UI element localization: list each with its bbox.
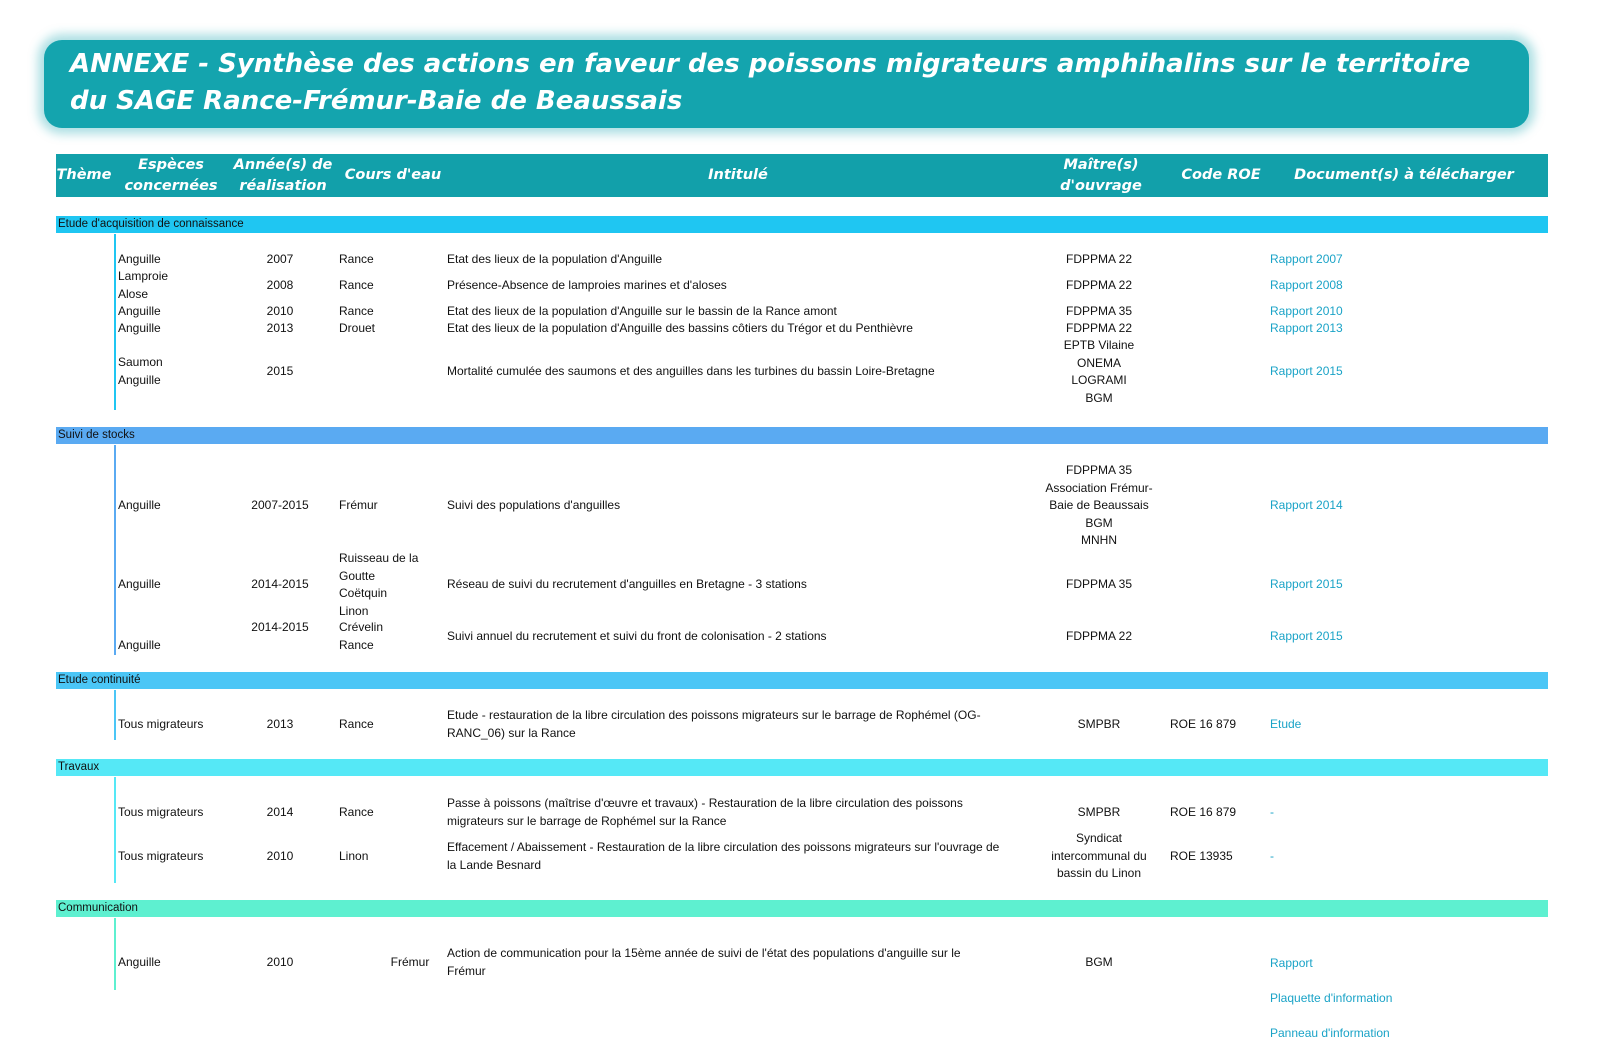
col-header-maitres: Maître(s) d'ouvrage xyxy=(1060,156,1142,194)
docs-cell xyxy=(1270,628,1550,646)
title-cell: Effacement / Abaissement - Restauration de la libre circulation des poissons migrateurs sur l'ouvrage de la Lande Besnard xyxy=(447,840,1000,872)
river-cell: Rance xyxy=(339,717,374,731)
year-cell: 2013 xyxy=(266,321,294,335)
section-communication: Communication xyxy=(56,900,1548,917)
docs-cell xyxy=(1270,251,1550,269)
owner-cell: FDPPMA 35 xyxy=(1065,577,1133,591)
title-cell: Réseau de suivi du recrutement d'anguilles en Bretagne - 3 stations xyxy=(447,577,807,591)
title-cell: Etat des lieux de la population d'Anguille des bassins côtiers du Trégor et du Penthièvre xyxy=(447,321,913,335)
doc-link[interactable]: - xyxy=(1270,849,1274,863)
river-cell: Ruisseau de la Goutte Coëtquin Linon xyxy=(339,551,419,618)
title-cell: Etude - restauration de la libre circulation des poissons migrateurs sur le barrage de Rophémel (OG- RANC_06) sur la Rance xyxy=(447,708,981,740)
owner-cell: FDPPMA 22 xyxy=(1065,252,1133,266)
owner-cell: FDPPMA 22 xyxy=(1065,629,1133,643)
owner-cell: FDPPMA 35 xyxy=(1065,304,1133,318)
year-cell: 2010 xyxy=(266,955,294,969)
species-cell: Anguille xyxy=(118,498,161,512)
roe-cell: ROE 13935 xyxy=(1170,849,1233,863)
river-cell: Crévelin Rance xyxy=(339,620,384,652)
title-cell: Suivi des populations d'anguilles xyxy=(447,498,621,512)
owner-cell: Syndicat intercommunal du bassin du Linon xyxy=(1051,831,1147,880)
section-travaux-line xyxy=(114,777,116,883)
docs-cell xyxy=(1270,576,1550,594)
table-header xyxy=(56,154,1548,197)
title-cell: Passe à poissons (maîtrise d'œuvre et travaux) - Restauration de la libre circulation des poissons migrateurs sur le barrage de Rophémel sur la Rance xyxy=(447,796,963,828)
docs-cell xyxy=(1270,497,1550,515)
docs-cell xyxy=(1270,320,1550,338)
page-title: ANNEXE - Synthèse des actions en faveur des poissons migrateurs amphihalins sur le territoire du SAGE Rance-Frémur-Baie de Beaussais xyxy=(70,49,1471,116)
owner-cell: BGM xyxy=(1085,955,1113,969)
doc-link[interactable]: Panneau d'information xyxy=(1270,1025,1390,1040)
doc-link[interactable]: Rapport 2013 xyxy=(1270,321,1343,335)
section-stocks: Suivi de stocks xyxy=(56,427,1548,444)
title-cell: Suivi annuel du recrutement et suivi du front de colonisation - 2 stations xyxy=(447,629,827,643)
species-cell: Tous migrateurs xyxy=(118,849,204,863)
section-stocks-line xyxy=(114,445,116,655)
year-cell: 2007 xyxy=(266,252,294,266)
species-cell: Anguille xyxy=(118,577,161,591)
title-cell: Etat des lieux de la population d'Anguille sur le bassin de la Rance amont xyxy=(447,304,837,318)
river-cell: Drouet xyxy=(339,321,376,335)
title-cell: Etat des lieux de la population d'Anguille xyxy=(447,252,663,266)
year-cell: 2014-2015 xyxy=(251,620,309,634)
docs-cell xyxy=(1270,804,1550,822)
species-cell: Lamproie Alose xyxy=(118,269,169,301)
year-cell: 2013 xyxy=(266,717,294,731)
roe-cell: ROE 16 879 xyxy=(1170,717,1237,731)
year-cell: 2014-2015 xyxy=(251,577,309,591)
species-cell: Anguille xyxy=(118,955,161,969)
river-cell: Frémur xyxy=(339,498,378,512)
year-cell: 2007-2015 xyxy=(251,498,309,512)
doc-link[interactable]: - xyxy=(1270,805,1274,819)
doc-link[interactable]: Rapport 2014 xyxy=(1270,498,1343,512)
doc-link[interactable]: Rapport 2015 xyxy=(1270,364,1343,378)
docs-cell xyxy=(1270,277,1550,295)
docs-cell xyxy=(1270,937,1550,1060)
section-acquisition-line xyxy=(114,234,116,410)
doc-link[interactable]: Etude xyxy=(1270,717,1302,731)
section-communication-line xyxy=(114,918,116,990)
title-cell: Mortalité cumulée des saumons et des anguilles dans les turbines du bassin Loire-Bretagne xyxy=(447,364,935,378)
section-continuite-line xyxy=(114,690,116,740)
doc-link[interactable]: Rapport 2007 xyxy=(1270,252,1343,266)
docs-cell xyxy=(1270,363,1550,381)
roe-cell: ROE 16 879 xyxy=(1170,805,1237,819)
section-travaux: Travaux xyxy=(56,759,1548,776)
title-banner xyxy=(44,40,1529,128)
owner-cell: SMPBR xyxy=(1077,717,1121,731)
species-cell: Tous migrateurs xyxy=(118,805,204,819)
river-cell: Linon xyxy=(339,849,369,863)
docs-cell xyxy=(1270,716,1550,734)
section-acquisition: Etude d'acquisition de connaissance xyxy=(56,216,1548,233)
year-cell: 2010 xyxy=(266,304,294,318)
species-cell: Anguille xyxy=(118,638,161,652)
year-cell: 2015 xyxy=(266,364,294,378)
doc-link[interactable]: Rapport 2008 xyxy=(1270,278,1343,292)
col-header-annees: Année(s) de réalisation xyxy=(233,156,333,194)
col-header-cours: Cours d'eau xyxy=(344,167,442,183)
docs-cell xyxy=(1270,303,1550,321)
river-cell: Rance xyxy=(339,805,374,819)
species-cell: Anguille xyxy=(118,252,161,266)
col-header-docs: Document(s) à télécharger xyxy=(1294,167,1514,183)
owner-cell: EPTB Vilaine ONEMA LOGRAMI BGM xyxy=(1063,338,1135,405)
species-cell: Anguille xyxy=(118,304,161,318)
doc-link[interactable]: Rapport 2015 xyxy=(1270,629,1343,643)
docs-cell xyxy=(1270,848,1550,866)
river-cell: Rance xyxy=(339,278,374,292)
year-cell: 2008 xyxy=(266,278,294,292)
owner-cell: SMPBR xyxy=(1077,805,1121,819)
river-cell: Rance xyxy=(339,304,374,318)
col-header-intitule: Intitulé xyxy=(708,167,768,183)
col-header-theme: Thème xyxy=(56,167,112,183)
year-cell: 2014 xyxy=(266,805,294,819)
title-cell: Action de communication pour la 15ème année de suivi de l'état des populations d'anguille sur le Frémur xyxy=(447,946,961,978)
year-cell: 2010 xyxy=(266,849,294,863)
owner-cell: FDPPMA 35 Association Frémur- Baie de Beaussais BGM MNHN xyxy=(1045,463,1153,547)
doc-link[interactable]: Plaquette d'information xyxy=(1270,990,1393,1005)
species-cell: Anguille xyxy=(118,321,161,335)
species-cell: Tous migrateurs xyxy=(118,717,204,731)
river-cell: Rance xyxy=(339,252,374,266)
owner-cell: FDPPMA 22 xyxy=(1065,278,1133,292)
section-continuite: Etude continuité xyxy=(56,672,1548,689)
doc-link[interactable]: Rapport 2010 xyxy=(1270,304,1343,318)
title-cell: Présence-Absence de lamproies marines et d'aloses xyxy=(447,278,727,292)
doc-link[interactable]: Rapport 2015 xyxy=(1270,577,1343,591)
owner-cell: FDPPMA 22 xyxy=(1065,321,1133,335)
doc-link[interactable]: Rapport xyxy=(1270,955,1313,970)
col-header-roe: Code ROE xyxy=(1181,167,1261,183)
col-header-especes: Espèces concernées xyxy=(124,156,218,194)
species-cell: Saumon Anguille xyxy=(118,355,163,387)
river-cell: Frémur xyxy=(390,955,430,969)
